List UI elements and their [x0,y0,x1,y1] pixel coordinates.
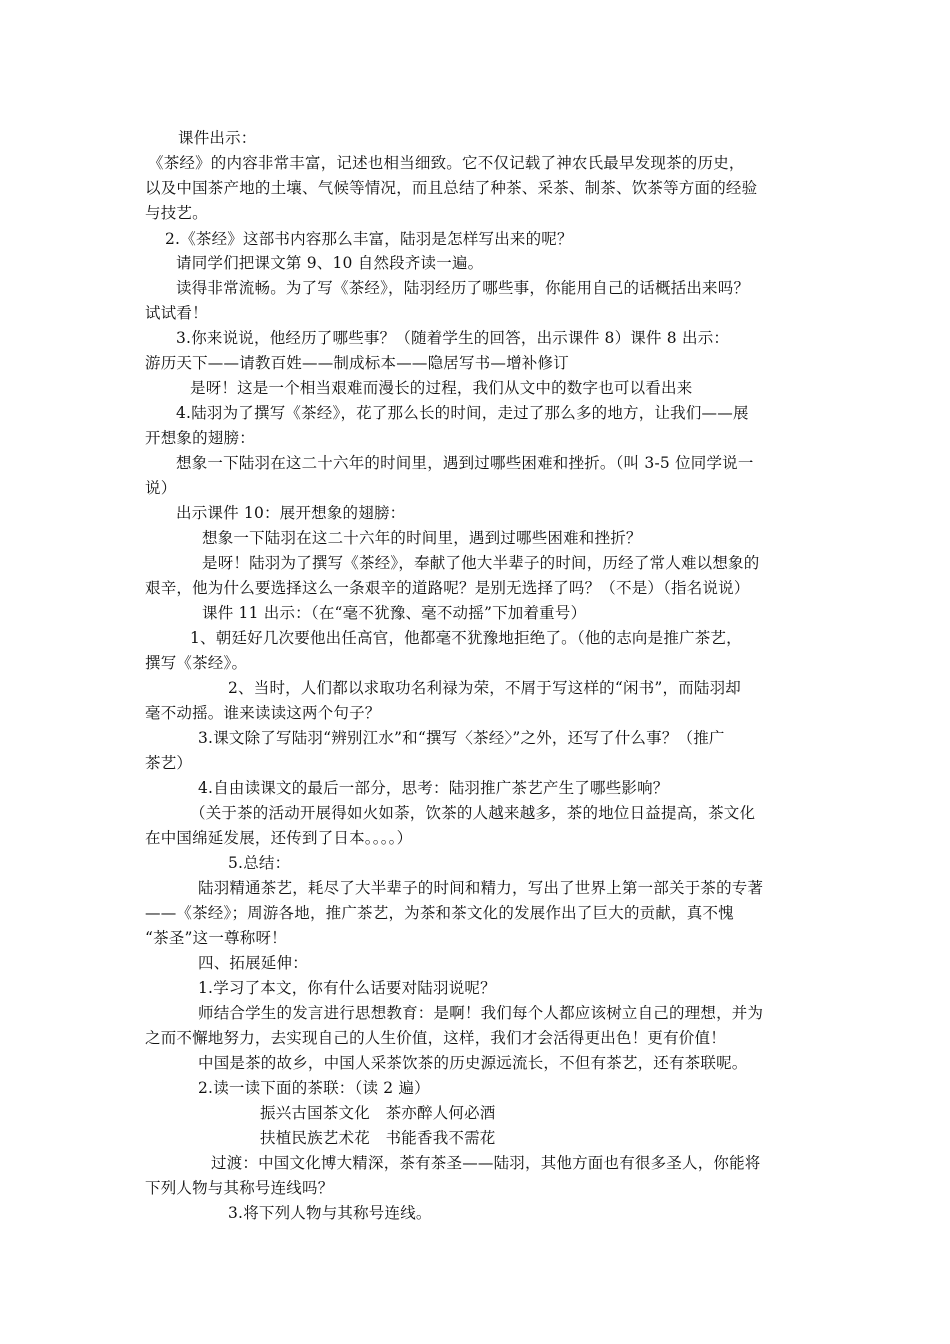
text-line: 请同学们把课文第 9、10 自然段齐读一遍。 [176,254,484,272]
text-line: 3.你来说说，他经历了哪些事？（随着学生的回答，出示课件 8）课件 8 出示： [176,329,730,347]
text-line: 课件出示： [178,129,257,147]
text-line: 想象一下陆羽在这二十六年的时间里，遇到过哪些困难和挫折？ [202,529,642,547]
text-line: “茶圣”这一尊称呀！ [145,929,287,947]
text-line: （关于茶的活动开展得如火如荼，饮茶的人越来越多，茶的地位日益提高，茶文化 [190,804,756,822]
text-line: 过渡：中国文化博大精深，茶有茶圣——陆羽，其他方面也有很多圣人，你能将 [211,1154,761,1172]
text-line: 以及中国茶产地的土壤、气候等情况，而且总结了种茶、采茶、制茶、饮茶等方面的经验 [145,179,758,197]
text-line: 陆羽精通茶艺，耗尽了大半辈子的时间和精力，写出了世界上第一部关于茶的专著 [198,879,764,897]
text-line: 4.自由读课文的最后一部分，思考：陆羽推广茶艺产生了哪些影响？ [198,779,669,797]
text-line: 毫不动摇。谁来读读这两个句子？ [145,704,381,722]
text-line: 课件 11 出示：（在“毫不犹豫、毫不动摇”下加着重号） [202,604,587,622]
text-line: 《茶经》的内容非常丰富，记述也相当细致。它不仅记载了神农氏最早发现茶的历史， [148,154,745,172]
text-line: 振兴古国茶文化 茶亦醉人何必酒 [260,1104,496,1122]
text-line: 师结合学生的发言进行思想教育：是啊！我们每个人都应该树立自己的理想，并为 [198,1004,764,1022]
text-line: 5.总结： [228,854,291,872]
text-line: 中国是茶的故乡，中国人采茶饮茶的历史源远流长，不但有茶艺，还有茶联呢。 [198,1054,748,1072]
text-line: 是呀！陆羽为了撰写《茶经》，奉献了他大半辈子的时间，历经了常人难以想象的 [202,554,760,572]
text-line: 艰辛，他为什么要选择这么一条艰辛的道路呢？是别无选择了吗？（不是）（指名说说） [145,579,750,597]
text-line: 出示课件 10：展开想象的翅膀： [176,504,406,522]
text-line: 1、朝廷好几次要他出任高官，他都毫不犹豫地拒绝了。（他的志向是推广茶艺， [190,629,742,647]
text-line: 之而不懈地努力，去实现自己的人生价值，这样，我们才会活得更出色！更有价值！ [145,1029,726,1047]
text-line: 2.读一读下面的茶联：（读 2 遍） [198,1079,430,1097]
text-line: ——《茶经》；周游各地，推广茶艺，为茶和茶文化的发展作出了巨大的贡献，真不愧 [145,904,734,922]
text-line: 试试看！ [145,304,208,322]
text-line: 游历天下——请教百姓——制成标本——隐居写书—增补修订 [145,354,569,372]
text-line: 在中国绵延发展，还传到了日本。。。。） [145,829,413,847]
text-line: 开想象的翅膀： [145,429,255,447]
text-line: 1.学习了本文，你有什么话要对陆羽说呢？ [198,979,496,997]
text-line: 2.《茶经》这部书内容那么丰富，陆羽是怎样写出来的呢？ [165,230,573,248]
text-line: 下列人物与其称号连线吗？ [145,1179,334,1197]
text-line: 四、拓展延伸： [198,954,308,972]
text-line: 2、当时，人们都以求取功名利禄为荣，不屑于写这样的“闲书”，而陆羽却 [228,679,742,697]
text-line: 撰写《茶经》。 [145,654,248,672]
text-line: 读得非常流畅。为了写《茶经》，陆羽经历了哪些事，你能用自己的话概括出来吗？ [176,279,750,297]
text-line: 4.陆羽为了撰写《茶经》，花了那么长的时间，走过了那么多的地方，让我们——展 [176,404,749,422]
text-line: 想象一下陆羽在这二十六年的时间里，遇到过哪些困难和挫折。（叫 3-5 位同学说一 [176,454,754,472]
text-line: 扶植民族艺术花 书能香我不需花 [260,1129,496,1147]
text-line: 是呀！这是一个相当艰难而漫长的过程，我们从文中的数字也可以看出来 [190,379,693,397]
text-line: 3.将下列人物与其称号连线。 [228,1204,432,1222]
text-line: 与技艺。 [145,204,208,222]
text-line: 3.课文除了写陆羽“辨别江水”和“撰写〈茶经〉”之外，还写了什么事？（推广 [198,729,725,747]
text-line: 说） [145,479,177,497]
text-line: 茶艺） [145,754,193,772]
